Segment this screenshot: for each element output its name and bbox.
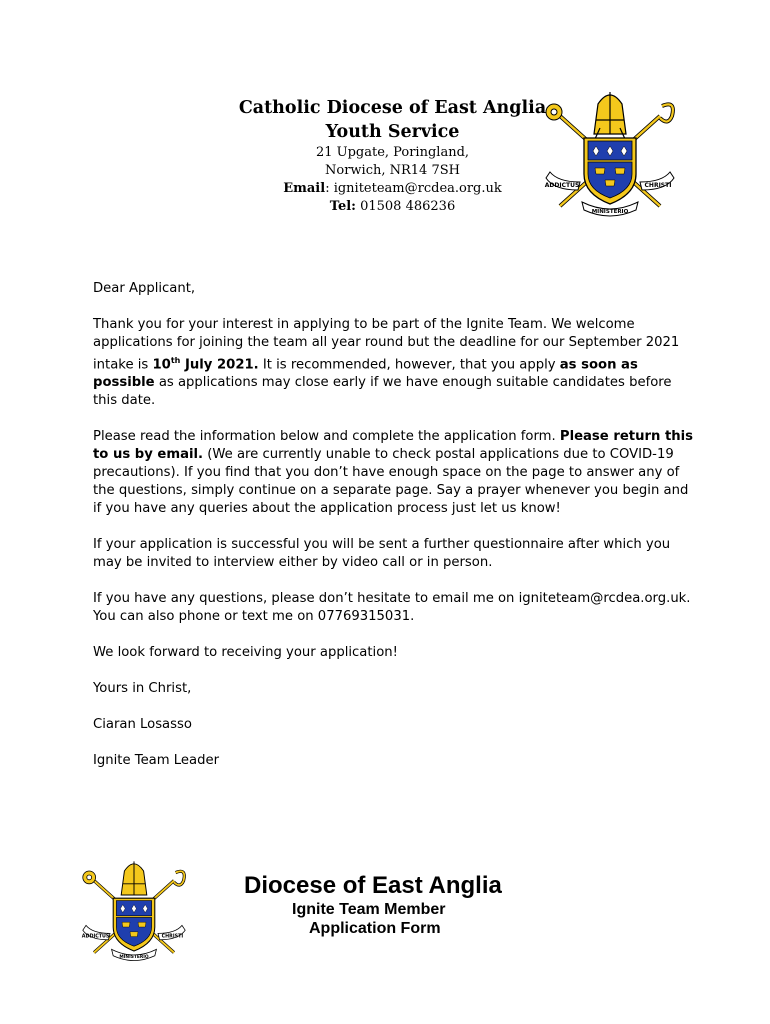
email-value: : igniteteam@rcdea.org.uk xyxy=(325,181,502,196)
diocese-crest-icon xyxy=(540,86,680,222)
form-subtitle-1: Ignite Team Member xyxy=(292,901,446,918)
email-label: Email xyxy=(283,181,326,196)
address-line-2: Norwich, NR14 7SH xyxy=(325,163,460,178)
instructions-text: Please read the information below and complete the application form. xyxy=(93,429,560,445)
form-title: Diocese of East Anglia xyxy=(244,872,502,899)
deadline-ordinal: th xyxy=(170,356,181,365)
greeting: Dear Applicant, xyxy=(93,281,196,296)
tel-label: Tel: xyxy=(329,199,356,214)
org-department: Youth Service xyxy=(325,122,460,142)
motto-bottom-small: MINISTERIO xyxy=(119,955,149,961)
deadline-day: 10 xyxy=(152,357,171,373)
asap-emphasis: as soon as possible xyxy=(93,357,638,391)
letter-body xyxy=(93,280,693,770)
paragraph-contact: If you have any questions, please don’t hesitate to email me on igniteteam@rcdea.org.uk. You can also phone or text me on 07769315031. xyxy=(93,591,691,625)
diocese-crest-small-icon xyxy=(78,854,190,968)
return-by-email-emphasis: Please return this to us by email. xyxy=(93,429,694,463)
form-subtitle-2: Application Form xyxy=(309,920,441,937)
motto-left-small: ADDICTUS xyxy=(81,934,110,940)
paragraph-deadline-text: Thank you for your interest in applying to be part of the Ignite Team. We welcome applications for joining the team all year round but the deadline for our September 2021 intake is xyxy=(93,317,680,373)
motto-right: CHRISTI xyxy=(644,182,672,189)
paragraph-deadline xyxy=(93,316,693,410)
valediction: Yours in Christ, xyxy=(93,681,192,697)
tel-value: 01508 486236 xyxy=(355,199,456,214)
instructions-text-2: (We are currently unable to check postal applications due to COVID-19 precautions). If you find that you don’t have enough space on the page to answer any of the questions, simply continue on a separate page. Say a prayer whenever you begin and if you have any queries about the application process just let us know! xyxy=(93,447,689,517)
motto-left: ADDICTUS xyxy=(544,182,580,189)
deadline-date: July 2021. xyxy=(180,357,259,373)
motto-right-small: CHRISTI xyxy=(161,934,184,940)
org-name: Catholic Diocese of East Anglia xyxy=(238,98,547,118)
address-line-1: 21 Upgate, Poringland, xyxy=(315,145,470,160)
signature-name: Ciaran Losasso xyxy=(93,717,192,733)
motto-bottom: MINISTERIO xyxy=(591,209,629,215)
paragraph-instructions xyxy=(93,428,693,518)
paragraph-deadline-text-3: as applications may close early if we have enough suitable candidates before this date. xyxy=(93,375,672,409)
paragraph-closing: We look forward to receiving your application! xyxy=(93,645,398,661)
signature-title: Ignite Team Leader xyxy=(93,753,220,769)
paragraph-deadline-text-2: It is recommended, however, that you apply xyxy=(258,357,560,373)
paragraph-next-steps: If your application is successful you will be sent a further questionnaire after which you may be invited to interview either by video call or in person. xyxy=(93,537,671,571)
